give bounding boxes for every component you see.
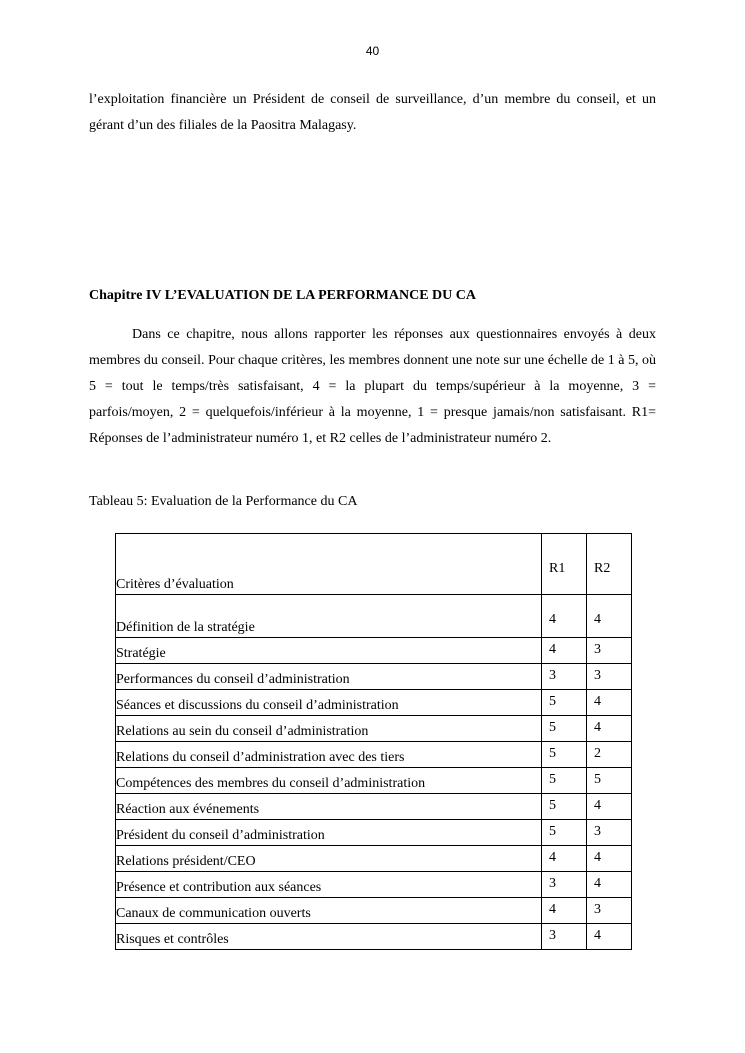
criterion-cell: Compétences des membres du conseil d’administration (116, 768, 542, 794)
table-row (116, 638, 632, 664)
r1-cell: 4 (542, 638, 587, 664)
table-row (116, 595, 632, 638)
table-row (116, 924, 632, 950)
r2-cell: 4 (587, 794, 632, 820)
header-r1: R1 (542, 534, 587, 595)
table-row (116, 690, 632, 716)
r1-cell: 3 (542, 872, 587, 898)
criterion-cell: Réaction aux événements (116, 794, 542, 820)
r1-cell: 5 (542, 794, 587, 820)
criterion-cell: Définition de la stratégie (116, 595, 542, 638)
intro-paragraph: l’exploitation financière un Président de conseil de surveillance, d’un membre du conseil, et un gérant d’un des filiales de la Paositra Malagasy. (89, 92, 656, 133)
criterion-cell: Relations au sein du conseil d’administration (116, 716, 542, 742)
header-r2: R2 (587, 534, 632, 595)
table-caption: Tableau 5: Evaluation de la Performance du CA (89, 494, 358, 509)
evaluation-table (115, 533, 632, 950)
r2-cell: 3 (587, 638, 632, 664)
criterion-cell: Présence et contribution aux séances (116, 872, 542, 898)
r2-cell: 3 (587, 664, 632, 690)
criterion-cell: Relations président/CEO (116, 846, 542, 872)
r1-cell: 4 (542, 595, 587, 638)
criterion-cell: Président du conseil d’administration (116, 820, 542, 846)
criterion-cell: Séances et discussions du conseil d’administration (116, 690, 542, 716)
criterion-cell: Relations du conseil d’administration avec des tiers (116, 742, 542, 768)
table-header-row (116, 534, 632, 595)
table-row (116, 768, 632, 794)
r2-cell: 4 (587, 690, 632, 716)
r1-cell: 5 (542, 716, 587, 742)
r2-cell: 4 (587, 872, 632, 898)
r1-cell: 3 (542, 664, 587, 690)
table-row (116, 846, 632, 872)
r2-cell: 4 (587, 595, 632, 638)
table-row (116, 664, 632, 690)
r2-cell: 4 (587, 716, 632, 742)
table-row (116, 898, 632, 924)
table-row (116, 716, 632, 742)
chapter-title: Chapitre IV L’EVALUATION DE LA PERFORMANCE DU CA (89, 288, 476, 303)
r2-cell: 3 (587, 820, 632, 846)
r1-cell: 5 (542, 690, 587, 716)
r2-cell: 4 (587, 924, 632, 950)
r1-cell: 4 (542, 898, 587, 924)
table-row (116, 794, 632, 820)
criterion-cell: Stratégie (116, 638, 542, 664)
r1-cell: 5 (542, 820, 587, 846)
header-criteria: Critères d’évaluation (116, 534, 542, 595)
table-row (116, 742, 632, 768)
table-row (116, 872, 632, 898)
r1-cell: 5 (542, 742, 587, 768)
table-row (116, 820, 632, 846)
r1-cell: 5 (542, 768, 587, 794)
r2-cell: 3 (587, 898, 632, 924)
criterion-cell: Canaux de communication ouverts (116, 898, 542, 924)
r2-cell: 5 (587, 768, 632, 794)
r2-cell: 2 (587, 742, 632, 768)
r1-cell: 3 (542, 924, 587, 950)
criterion-cell: Risques et contrôles (116, 924, 542, 950)
r2-cell: 4 (587, 846, 632, 872)
body-paragraph: Dans ce chapitre, nous allons rapporter les réponses aux questionnaires envoyés à deux membres du conseil. Pour chaque critères, les membres donnent une note sur une échelle de 1 à 5, où 5 = tout le temps/très satisfaisant, 4 = la plupart du temps/supérieur à la moyenne, 3 = parfois/moyen, 2 = quelquefois/inférieur à la moyenne, 1 = presque jamais/non satisfaisant. R1= Réponses de l’administrateur numéro 1, et R2 celles de l’administrateur numéro 2. (89, 327, 656, 446)
page-number: 40 (365, 44, 380, 58)
r1-cell: 4 (542, 846, 587, 872)
criterion-cell: Performances du conseil d’administration (116, 664, 542, 690)
